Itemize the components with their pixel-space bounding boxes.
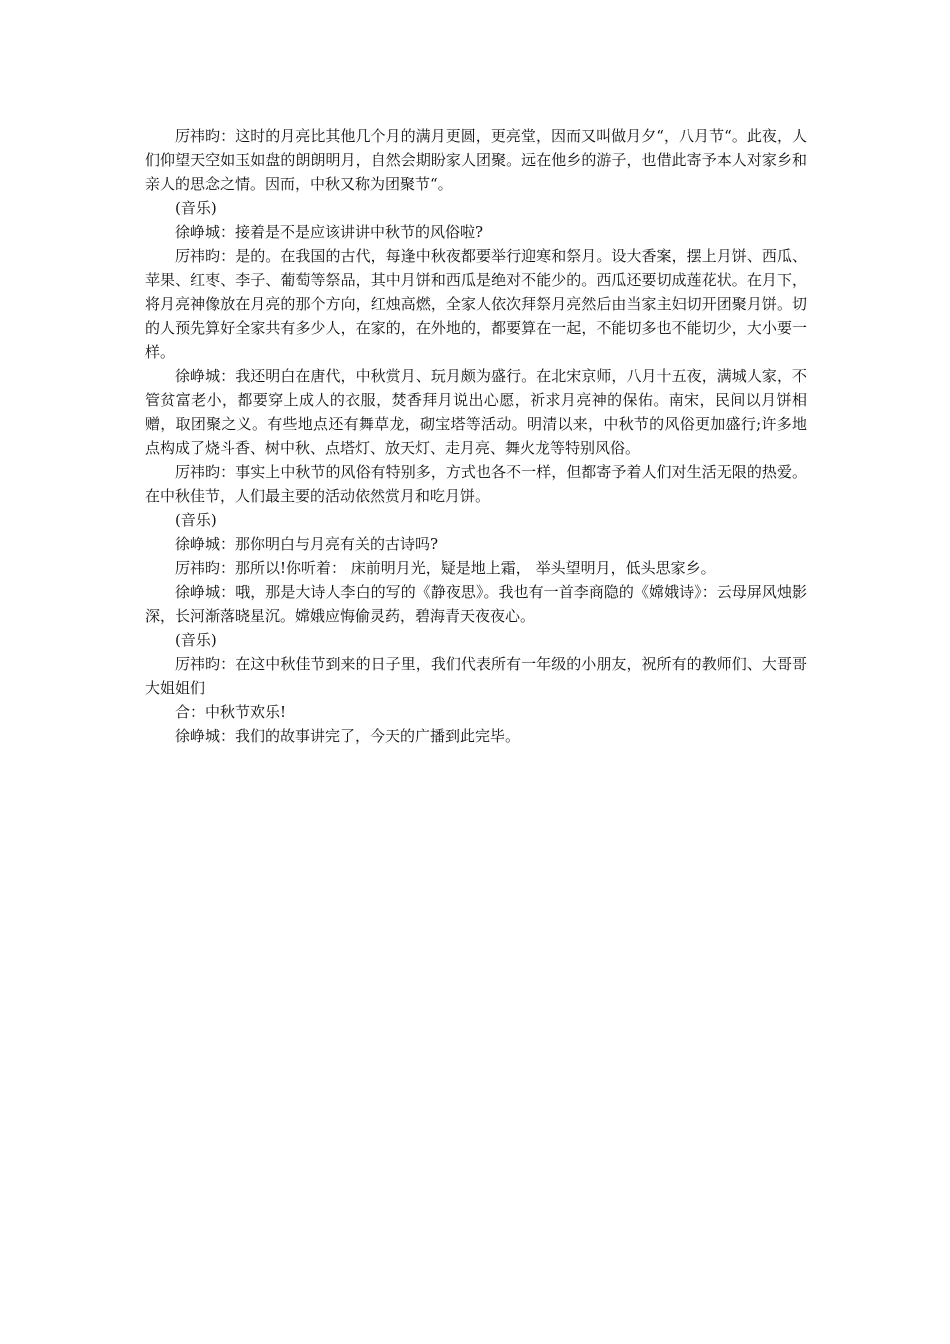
paragraph-4: 厉祎昀：是的。在我国的古代，每逢中秋夜都要举行迎寒和祭月。设大香案，摆上月饼、西瓜、苹果、红枣、李子、葡萄等祭品，其中月饼和西瓜是绝对不能少的。西瓜还要切成莲花状。在月下，将月亮神像放在月亮的那个方向，红烛高燃，全家人依次拜祭月亮然后由当家主妇切开团聚月饼。切的人预先算好全家共有多少人，在家的，在外地的，都要算在一起，不能切多也不能切少，大小要一样。 (145, 247, 807, 361)
paragraph-8: 徐峥城：那你明白与月亮有关的古诗吗? (175, 535, 439, 553)
paragraph-11: (音乐) (175, 631, 217, 649)
paragraph-5: 徐峥城：我还明白在唐代，中秋赏月、玩月颇为盛行。在北宋京师，八月十五夜，满城人家，不管贫富老小，都要穿上成人的衣服，焚香拜月说出心愿，祈求月亮神的保佑。南宋，民间以月饼相赠，取团聚之义。有些地点还有舞草龙，砌宝塔等活动。明清以来，中秋节的风俗更加盛行;许多地点构成了烧斗香、树中秋、点塔灯、放天灯、走月亮、舞火龙等特别风俗。 (145, 367, 807, 457)
paragraph-2: (音乐) (175, 199, 217, 217)
paragraph-13: 合：中秋节欢乐! (175, 703, 287, 721)
paragraph-3: 徐峥城：接着是不是应该讲讲中秋节的风俗啦? (175, 223, 484, 241)
paragraph-1: 厉祎昀：这时的月亮比其他几个月的满月更圆，更亮堂，因而又叫做月夕“，八月节“。此夜，人们仰望天空如玉如盘的朗朗明月，自然会期盼家人团聚。远在他乡的游子，也借此寄予本人对家乡和亲人的思念之情。因而，中秋又称为团聚节“。 (145, 127, 807, 193)
paragraph-10: 徐峥城：哦，那是大诗人李白的写的《静夜思》。我也有一首李商隐的《嫦娥诗》：云母屏风烛影深，长河渐落晓星沉。嫦娥应悔偷灵药，碧海青天夜夜心。 (145, 583, 807, 625)
paragraph-12: 厉祎昀：在这中秋佳节到来的日子里，我们代表所有一年级的小朋友，祝所有的教师们、大哥哥大姐姐们 (145, 655, 807, 697)
document-body (145, 124, 807, 748)
paragraph-14: 徐峥城：我们的故事讲完了，今天的广播到此完毕。 (175, 727, 521, 745)
paragraph-6: 厉祎昀：事实上中秋节的风俗有特别多，方式也各不一样，但都寄予着人们对生活无限的热爱。在中秋佳节，人们最主要的活动依然赏月和吃月饼。 (145, 463, 807, 505)
paragraph-7: (音乐) (175, 511, 217, 529)
paragraph-9: 厉祎昀：那所以!你听着： 床前明月光，疑是地上霜， 举头望明月，低头思家乡。 (175, 559, 716, 577)
